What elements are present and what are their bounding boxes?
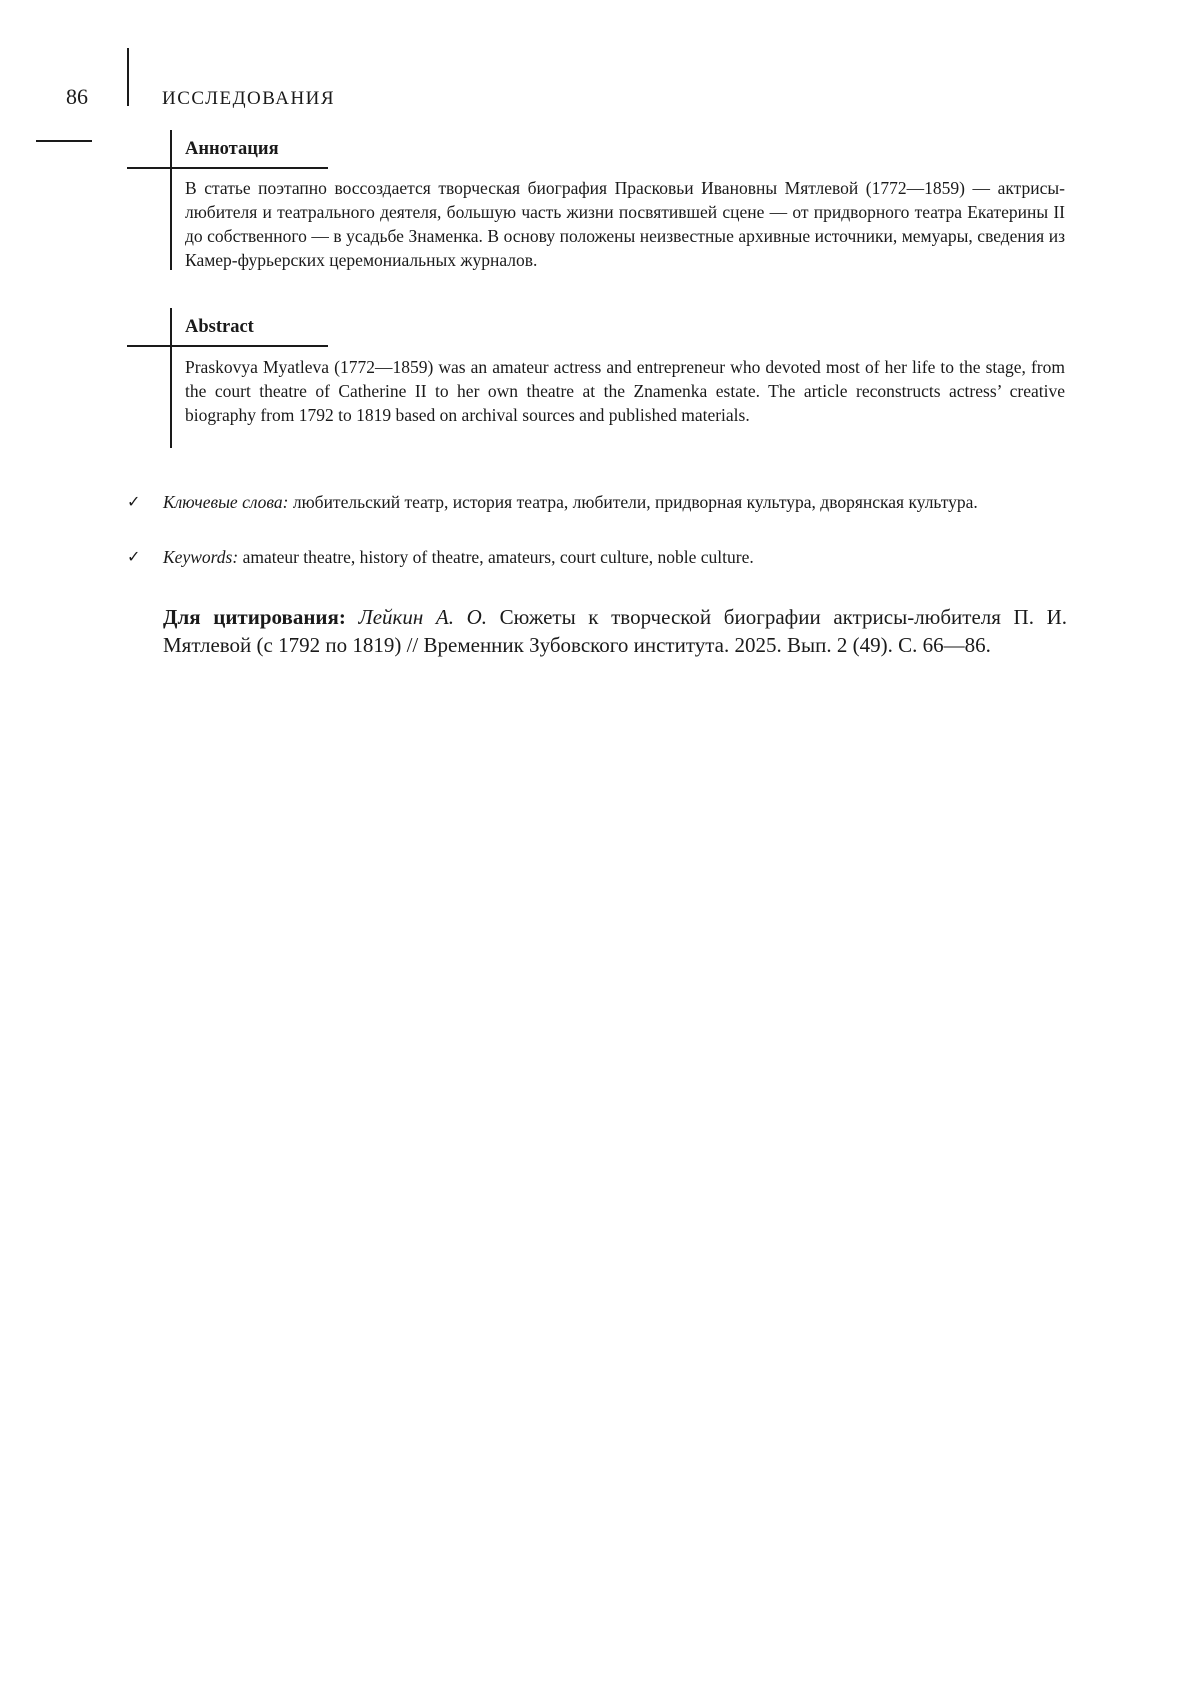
keywords-ru-label: Ключевые слова: xyxy=(163,492,289,512)
header-divider-vertical xyxy=(127,48,129,106)
abstract-text: Praskovya Myatleva (1772—1859) was an amateur actress and entrepreneur who devoted most of her life to the stage, from the court theatre of Catherine II to her own theatre at the Znamenka estate. The article reconstructs actress’ creative biography from 1792 to 1819 based on archival sources and published materials. xyxy=(185,357,1065,425)
citation-text: Сюжеты к творческой биографии актрисы-любителя П. И. Мятлевой (с 1792 по 1819) // Временник Зубовского института. 2025. Вып. 2 (49). С. 66—86. xyxy=(163,605,1067,657)
abstract-heading: Abstract xyxy=(185,317,254,337)
section-title: ИССЛЕДОВАНИЯ xyxy=(162,88,336,109)
keywords-en-item xyxy=(127,545,1067,569)
abstract-vertical-rule xyxy=(170,308,172,448)
header-divider-horizontal xyxy=(36,140,92,142)
keywords-en-values: amateur theatre, history of theatre, amateurs, court culture, noble culture. xyxy=(242,547,754,567)
keywords-ru-text xyxy=(163,490,1067,514)
check-icon: ✓ xyxy=(127,547,141,566)
keywords-ru-values: любительский театр, история театра, любители, придворная культура, дворянская культура. xyxy=(292,492,978,512)
keywords-en-label: Keywords: xyxy=(163,547,239,567)
abstract-horizontal-rule xyxy=(127,345,328,347)
annotation-text: В статье поэтапно воссоздается творческая биография Прасковьи Ивановны Мятлевой (1772—1859) — актрисы-любителя и театрального деятеля, большую часть жизни посвятившей сцене — от придворного театра Екатерины II до собственного — в усадьбе Знаменка. В основу положены неизвестные архивные источники, мемуары, сведения из Камер-фурьерских церемониальных журналов. xyxy=(185,178,1065,270)
citation-label: Для цитирования: xyxy=(163,605,346,629)
keywords-en-text xyxy=(163,545,1067,569)
page-number: 86 xyxy=(66,84,88,109)
citation-author: Лейкин А. О. xyxy=(358,605,488,629)
abstract-block xyxy=(127,308,1067,448)
check-icon: ✓ xyxy=(127,492,141,511)
keywords-ru-item xyxy=(127,490,1067,514)
annotation-vertical-rule xyxy=(170,130,172,270)
citation-block xyxy=(163,603,1067,659)
annotation-horizontal-rule xyxy=(127,167,328,169)
annotation-heading: Аннотация xyxy=(185,139,279,159)
annotation-block xyxy=(127,130,1067,270)
